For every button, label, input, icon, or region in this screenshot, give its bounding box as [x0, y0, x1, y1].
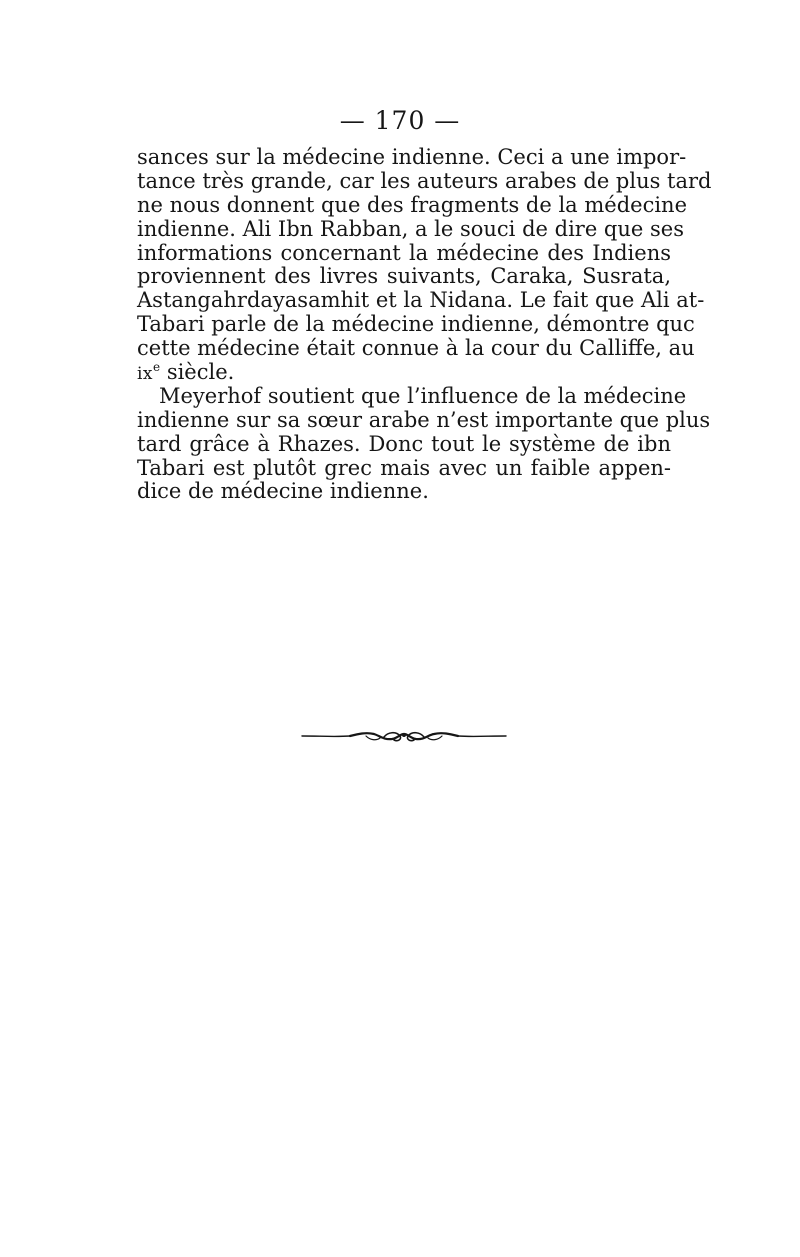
text-line: ne nous donnent que des fragments de la médecine [137, 192, 687, 217]
text-line: tard grâce à Rhazes. Donc tout le système de ibn [137, 431, 671, 456]
body-text [137, 145, 712, 504]
superscript: e [153, 360, 161, 375]
century-word: siècle. [160, 360, 235, 385]
text-line: dice de médecine indienne. [137, 479, 429, 504]
text-line: informations concernant la médecine des Indiens [137, 240, 671, 265]
text-line-century [137, 361, 671, 385]
text-line: Tabari est plutôt grec mais avec un faible appen- [137, 455, 671, 480]
roman-numeral: ix [137, 364, 154, 385]
text-line: indienne sur sa sœur arabe n’est importante que plus [137, 407, 711, 432]
tail-piece-flourish-icon [300, 724, 508, 748]
text-line: tance très grande, car les auteurs arabes de plus tard [137, 168, 712, 193]
text-line: indienne. Ali Ibn Rabban, a le souci de dire que ses [137, 216, 684, 241]
page-number: — 170 — [339, 106, 461, 135]
text-line: Astangahrdayasamhit et la Nidana. Le fait que Ali at- [137, 288, 705, 313]
text-line: Tabari parle de la médecine indienne, démontre quc [137, 312, 695, 337]
text-line: proviennent des livres suivants, Caraka, Susrata, [137, 264, 671, 289]
text-line: Meyerhof soutient que l’influence de la médecine [159, 383, 687, 408]
text-line: cette médecine était connue à la cour du Calliffe, au [137, 336, 695, 361]
text-line: sances sur la médecine indienne. Ceci a une impor- [137, 145, 687, 169]
